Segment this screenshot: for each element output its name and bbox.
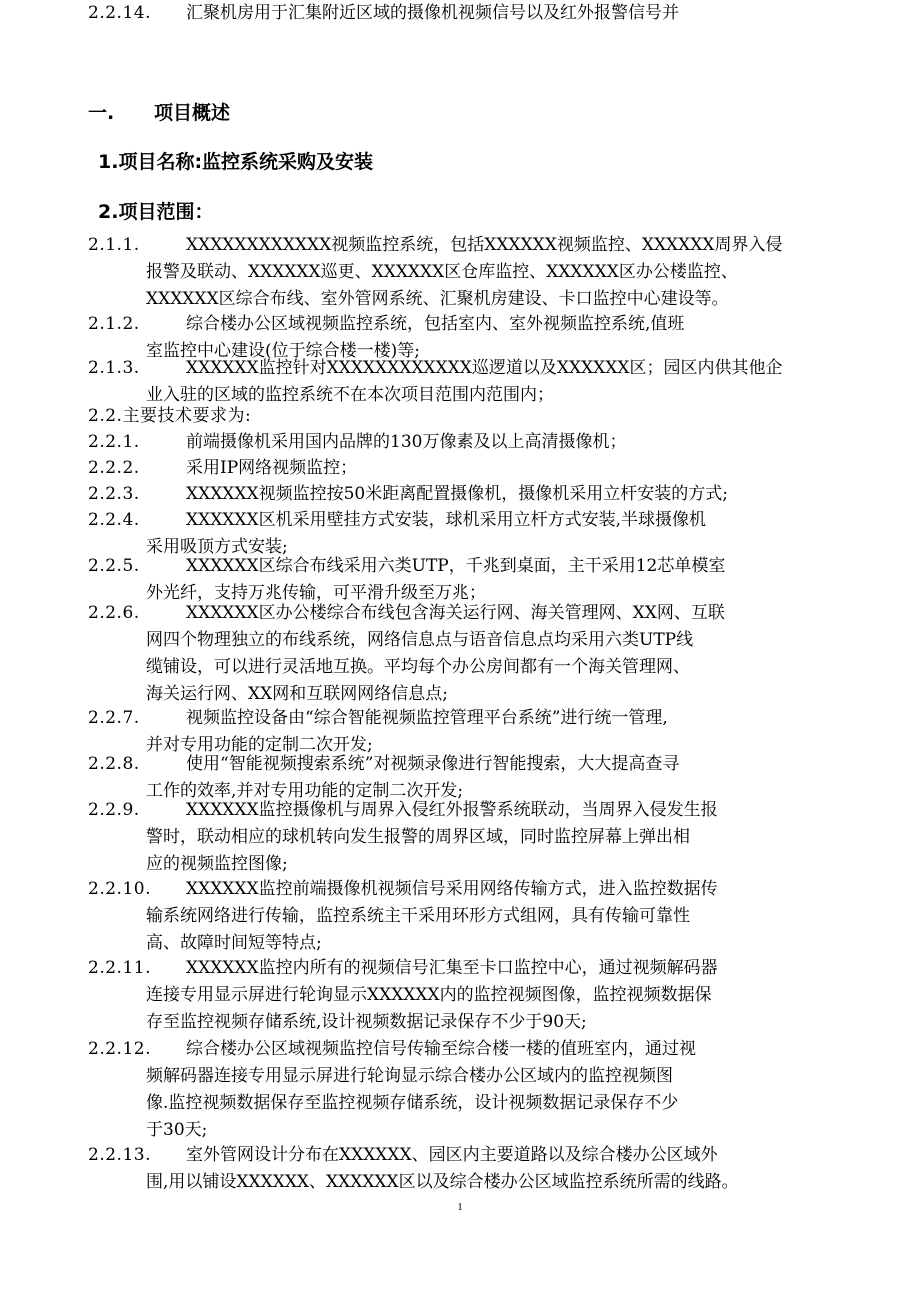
item-number: 2.2.10. [88,879,151,899]
item-text-line: 采用IP网络视频监控； [186,458,358,478]
item-text-line: 使用“智能视频搜索系统”对视频录像进行智能搜索，大大提高查寻 [186,754,680,774]
item-text-line: 警时，联动相应的球机转向发生报警的周界区域，同时监控屏幕上弹出相 [146,827,690,847]
list-item [88,553,830,607]
item-text-line: XXXXXX监控针对XXXXXXXXXXXX巡逻道以及XXXXXX区；园区内供其他企 [186,358,783,378]
item-number: 2.2.14. [88,3,151,23]
item-number: 2.2.主要技术要求为: [88,406,252,426]
item-number: 2.2.12. [88,1039,151,1059]
item-text-line: 连接专用显示屏进行轮询显示XXXXXX内的监控视频图像，监控视频数据保 [146,985,712,1005]
item-text-line: 室外管网设计分布在XXXXXX、园区内主要道路以及综合楼办公区域外 [186,1145,718,1165]
item-text-line: 围,用以铺设XXXXXX、XXXXXX区以及综合楼办公区域监控系统所需的线路。 [146,1172,739,1192]
item-text-line: 视频监控设备由“综合智能视频监控管理平台系统”进行统一管理, [186,708,668,728]
list-item [88,232,830,313]
item-text-line: 像.监控视频数据保存至监控视频存储系统，设计视频数据记录保存不少 [146,1093,679,1113]
item-text-line: XXXXXX区办公楼综合布线包含海关运行网、海关管理网、XX网、互联 [186,603,725,623]
item-text-line: 应的视频监控图像; [146,854,288,874]
list-item [88,0,830,27]
item-text-line: 采用吸顶方式安装; [146,537,288,557]
item-text-line: 报警及联动、XXXXXX巡更、XXXXXX区仓库监控、XXXXXX区办公楼监控、 [146,262,738,282]
list-item [88,455,830,482]
item-number: 2.2.4. [88,510,140,530]
item-number: 2.2.1. [88,432,140,452]
item-number: 2.2.9. [88,800,140,820]
item-text-line: 前端摄像机采用国内品牌的130万像素及以上高清摄像机； [186,432,627,452]
project-scope-heading: 2.项目范围： [98,201,214,223]
list-item [88,403,830,430]
list-item [88,876,830,957]
item-number: 2.1.2. [88,314,140,334]
item-number: 2.2.6. [88,603,140,623]
item-text-line: 综合楼办公区域视频监控系统，包括室内、室外视频监控系统,值班 [186,314,685,334]
item-text-line: 高、故障时间短等特点; [146,933,322,953]
item-text-line: 输系统网络进行传输，监控系统主干采用环形方式组网，具有传输可靠性 [146,906,690,926]
list-item [88,429,830,456]
item-text-line: XXXXXX监控前端摄像机视频信号采用网络传输方式，进入监控数据传 [186,879,718,899]
item-text-line: XXXXXX视频监控按50米距离配置摄像机，摄像机采用立杆安装的方式; [186,484,728,504]
item-number: 2.2.5. [88,556,140,576]
item-text-line: XXXXXX监控摄像机与周界入侵红外报警系统联动，当周界入侵发生报 [186,800,718,820]
item-number: 2.2.8. [88,754,140,774]
project-name-heading: 1.项目名称:监控系统采购及安装 [98,151,374,173]
item-text-line: 存至监控视频存储系统,设计视频数据记录保存不少于90天; [146,1012,587,1032]
item-text-line: 工作的效率,并对专用功能的定制二次开发; [146,781,464,801]
item-text-line: 频解码器连接专用显示屏进行轮询显示综合楼办公区域内的监控视频图 [146,1066,673,1086]
item-text-line: XXXXXX区机采用壁挂方式安装，球机采用立杆方式安装,半球摄像机 [186,510,707,530]
list-item [88,1036,830,1144]
item-text-line: 海关运行网、XX网和互联网网络信息点; [146,684,448,704]
list-item [88,600,830,708]
list-item [88,1142,830,1196]
item-number: 2.2.3. [88,484,140,504]
item-text-line: 综合楼办公区域视频监控信号传输至综合楼一楼的值班室内，通过视 [186,1039,696,1059]
item-number: 2.2.7. [88,708,140,728]
item-text-line: XXXXXXXXXXXX视频监控系统，包括XXXXXX视频监控、XXXXXX周界入侵 [186,235,783,255]
section-number: 一. [88,102,115,124]
item-number: 2.1.1. [88,235,140,255]
item-text-line: 网四个物理独立的布线系统，网络信息点与语音信息点均采用六类UTP线 [146,630,694,650]
list-item [88,481,830,508]
list-item [88,355,830,409]
item-text-line: 汇聚机房用于汇集附近区域的摄像机视频信号以及红外报警信号并 [186,3,679,23]
section-heading [88,98,230,128]
page-number: 1 [457,1201,463,1213]
list-item [88,797,830,878]
item-text-line: XXXXXX区综合布线采用六类UTP，千兆到桌面，主干采用12芯单模室 [186,556,726,576]
item-text-line: 于30天; [146,1120,208,1140]
item-number: 2.2.11. [88,958,151,978]
item-text-line: 外光纤，支持万兆传输，可平滑升级至万兆； [146,583,486,603]
item-text-line: 缆铺设，可以进行灵活地互换。平均每个办公房间都有一个海关管理网、 [146,657,690,677]
item-number: 2.1.3. [88,358,140,378]
item-number: 2.2.2. [88,458,140,478]
item-text-line: XXXXXX监控内所有的视频信号汇集至卡口监控中心，通过视频解码器 [186,958,718,978]
item-text-line: 并对专用功能的定制二次开发; [146,735,373,755]
list-item [88,955,830,1036]
item-number: 2.2.13. [88,1145,151,1165]
item-text-line: 业入驻的区域的监控系统不在本次项目范围内范围内； [146,385,554,405]
section-title: 项目概述 [154,102,231,124]
item-text-line: 室监控中心建设(位于综合楼一楼)等; [146,341,420,361]
item-text-line: XXXXXX区综合布线、室外管网系统、汇聚机房建设、卡口监控中心建设等。 [146,289,729,309]
